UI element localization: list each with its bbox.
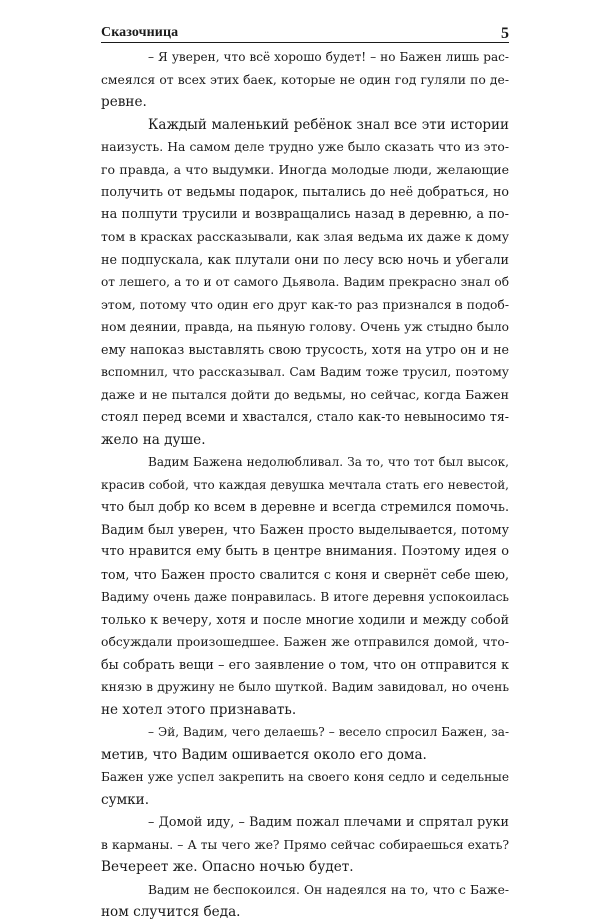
text-line: что был добр ко всем в деревне и всегда стремился помочь. bbox=[101, 499, 509, 514]
text-line: в карманы. – А ты чего же? Прямо сейчас собираешься ехать? bbox=[101, 837, 509, 852]
text-line: – Домой иду, – Вадим пожал плечами и спрятал руки bbox=[148, 814, 509, 829]
text-line: от лешего, а то и от самого Дьявола. Вадим прекрасно знал об bbox=[101, 275, 509, 289]
text-line: жело на душе. bbox=[101, 431, 206, 448]
text-line: – Я уверен, что всё хорошо будет! – но Бажен лишь рас- bbox=[148, 50, 509, 64]
text-line: Вадиму очень даже понравилась. В итоге деревня успокоилась bbox=[101, 590, 509, 604]
body-text bbox=[101, 46, 509, 924]
text-line: не хотел этого признавать. bbox=[101, 701, 297, 718]
text-line: Каждый маленький ребёнок знал все эти истории bbox=[148, 116, 509, 133]
text-line: вспомнил, что рассказывал. Сам Вадим тоже трусил, поэтому bbox=[101, 365, 509, 379]
text-line: на полпути трусили и возвращались назад в деревню, а по- bbox=[101, 206, 509, 222]
text-line: бы собрать вещи – его заявление о том, что он отправится к bbox=[101, 656, 509, 672]
text-line: том, что Бажен просто свалится с коня и свернёт себе шею, bbox=[101, 566, 509, 582]
text-line: ему напоказ выставлять свою трусость, хотя на утро он и не bbox=[101, 341, 509, 357]
text-line: этом, потому что один его друг как-то раз признался в подоб- bbox=[101, 297, 509, 312]
text-line: Вадим Бажена недолюбливал. За то, что тот был высок, bbox=[148, 455, 509, 469]
text-line: Бажен уже успел закрепить на своего коня седло и седельные bbox=[101, 770, 509, 784]
text-line: что нравится ему быть в центре внимания. Поэтому идея о bbox=[101, 544, 509, 559]
text-line: даже и не пытался дойти до ведьмы, но сейчас, когда Бажен bbox=[101, 386, 509, 402]
text-line: Вечереет же. Опасно ночью будет. bbox=[101, 859, 354, 875]
text-line: Вадим не беспокоился. Он надеялся на то, что с Баже- bbox=[148, 882, 509, 897]
text-line: том в красках рассказывали, как злая ведьма их даже к дому bbox=[101, 229, 509, 244]
text-line: смеялся от всех этих баек, которые не один год гуляли по де- bbox=[101, 72, 509, 87]
text-line: Вадим был уверен, что Бажен просто выделывается, потому bbox=[101, 521, 509, 537]
text-line: ном деянии, правда, на пьяную голову. Очень уж стыдно было bbox=[101, 320, 509, 334]
text-line: ревне. bbox=[101, 94, 147, 110]
running-head-title: Сказочница bbox=[101, 25, 179, 40]
text-line: красив собой, что каждая девушка мечтала стать его невестой, bbox=[101, 477, 509, 492]
text-line: получить от ведьмы подарок, пытались до неё добраться, но bbox=[101, 184, 509, 199]
text-line: князю в дружину не было шуткой. Вадим завидовал, но очень bbox=[101, 680, 509, 694]
page-number: 5 bbox=[501, 25, 509, 42]
text-line: го правда, а что выдумки. Иногда молодые люди, желающие bbox=[101, 161, 509, 177]
text-line: только к вечеру, хотя и после многие ходили и между собой bbox=[101, 611, 509, 627]
header-rule bbox=[101, 42, 509, 43]
text-line: – Эй, Вадим, чего делаешь? – весело спросил Бажен, за- bbox=[148, 725, 509, 739]
text-line: стоял перед всеми и хвастался, стало как-то невыносимо тя- bbox=[101, 409, 509, 424]
text-line: не подпускала, как плутали они по лесу всю ночь и убегали bbox=[101, 251, 509, 267]
text-line: обсуждали произошедшее. Бажен же отправился домой, что- bbox=[101, 635, 509, 649]
text-line: наизусть. На самом деле трудно уже было сказать что из это- bbox=[101, 140, 509, 154]
text-line: сумки. bbox=[101, 791, 150, 808]
text-line: метив, что Вадим ошивается около его дома. bbox=[101, 746, 427, 763]
text-line: ном случится беда. bbox=[101, 904, 241, 920]
